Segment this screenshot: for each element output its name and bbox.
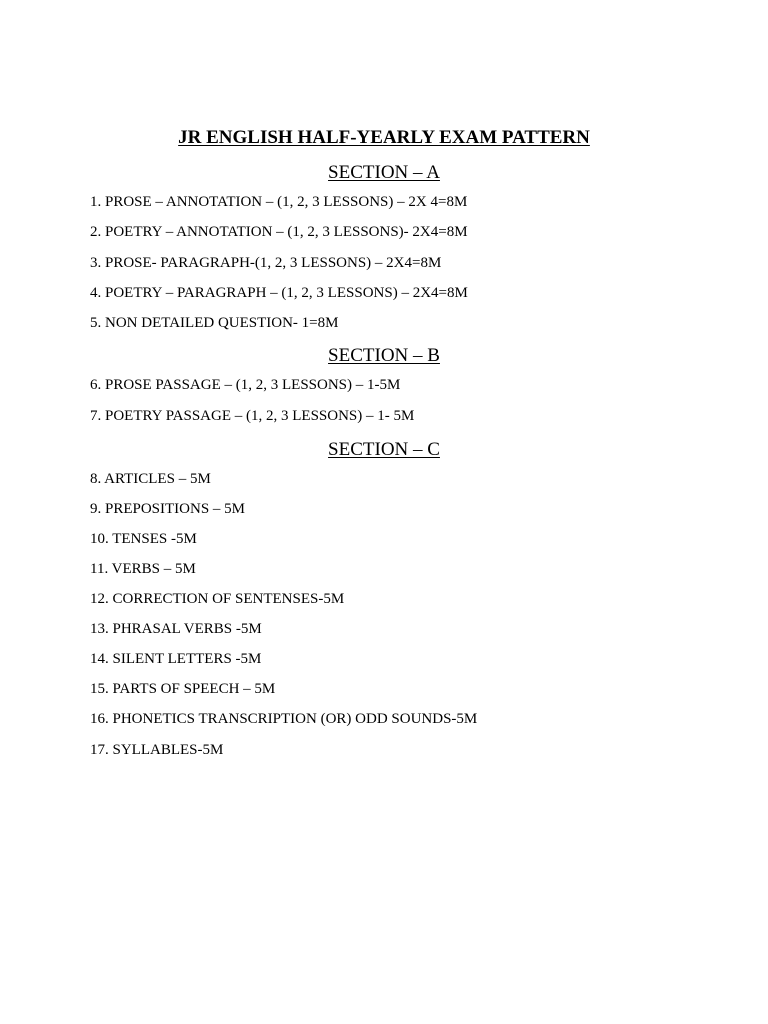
section-c-item-10: 17. SYLLABLES-5M [90, 742, 224, 758]
section-c-item-5: 12. CORRECTION OF SENTENSES-5M [90, 591, 345, 607]
section-c-item-7: 14. SILENT LETTERS -5M [90, 651, 262, 667]
section-c-heading: SECTION – C [328, 439, 440, 460]
section-c-item-6: 13. PHRASAL VERBS -5M [90, 621, 262, 637]
section-a-heading: SECTION – A [328, 162, 440, 183]
section-b-heading: SECTION – B [328, 345, 440, 366]
section-c-item-8: 15. PARTS OF SPEECH – 5M [90, 681, 276, 697]
document-title: JR ENGLISH HALF-YEARLY EXAM PATTERN [178, 127, 590, 148]
section-c-item-2: 9. PREPOSITIONS – 5M [90, 501, 246, 517]
section-b-item-1: 6. PROSE PASSAGE – (1, 2, 3 LESSONS) – 1-5M [90, 377, 401, 393]
section-a-item-3: 3. PROSE- PARAGRAPH-(1, 2, 3 LESSONS) – 2X4=8M [90, 255, 442, 271]
section-a-item-1: 1. PROSE – ANNOTATION – (1, 2, 3 LESSONS) – 2X 4=8M [90, 194, 468, 210]
section-a-item-4: 4. POETRY – PARAGRAPH – (1, 2, 3 LESSONS) – 2X4=8M [90, 285, 468, 301]
section-a-item-2: 2. POETRY – ANNOTATION – (1, 2, 3 LESSONS)- 2X4=8M [90, 224, 468, 240]
section-c-item-9: 16. PHONETICS TRANSCRIPTION (OR) ODD SOUNDS-5M [90, 711, 478, 727]
section-c-item-1: 8. ARTICLES – 5M [90, 471, 211, 487]
section-c-item-4: 11. VERBS – 5M [90, 561, 196, 577]
section-c-item-3: 10. TENSES -5M [90, 531, 197, 547]
section-a-item-5: 5. NON DETAILED QUESTION- 1=8M [90, 315, 339, 331]
section-b-item-2: 7. POETRY PASSAGE – (1, 2, 3 LESSONS) – 1- 5M [90, 408, 415, 424]
